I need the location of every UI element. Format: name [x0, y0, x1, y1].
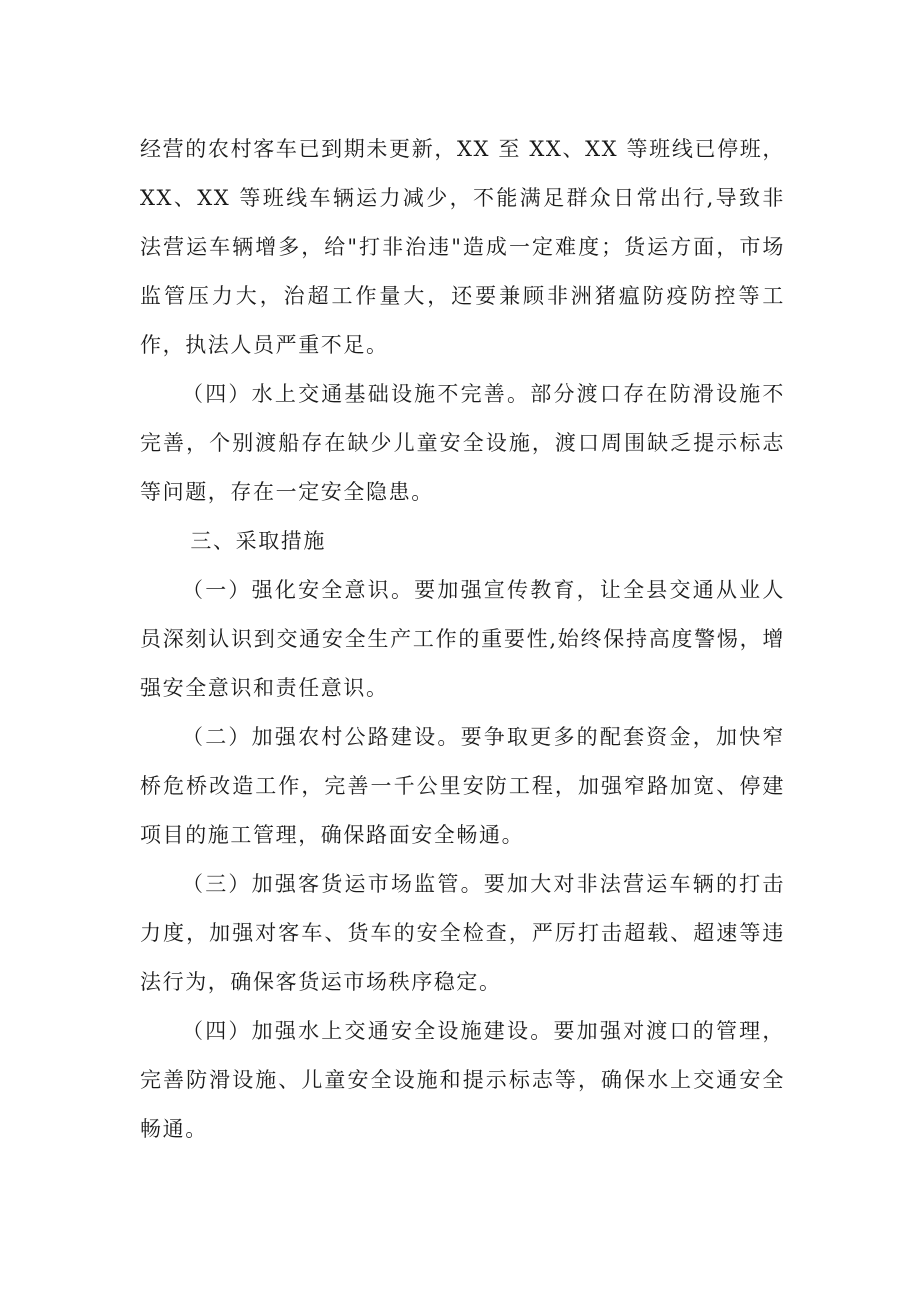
document-body: [140, 125, 785, 1154]
paragraph-measure-water-safety: （四）加强水上交通安全设施建设。要加强对渡口的管理，完善防滑设施、儿童安全设施和提示标志等，确保水上交通安全畅通。: [140, 1019, 785, 1141]
paragraph-measure-market-supervision: （三）加强客货运市场监管。要加大对非法营运车辆的打击力度，加强对客车、货车的安全检查，严厉打击超载、超速等违法行为，确保客货运市场秩序稳定。: [140, 872, 785, 994]
paragraph-continuation: 经营的农村客车已到期未更新，XX 至 XX、XX 等班线已停班，XX、XX 等班线车辆运力减少，不能满足群众日常出行,导致非法营运车辆增多，给"打非治违"造成一定难度；货运方面，市场监管压力大，治超工作量大，还要兼顾非洲猪瘟防疫防控等工作，执法人员严重不足。: [140, 137, 785, 357]
paragraph-measure-safety-awareness: （一）强化安全意识。要加强宣传教育，让全县交通从业人员深刻认识到交通安全生产工作的重要性,始终保持高度警惕，增强安全意识和责任意识。: [140, 578, 785, 700]
section-heading-measures: 三、采取措施: [190, 529, 326, 553]
paragraph-water-infrastructure-issue: （四）水上交通基础设施不完善。部分渡口存在防滑设施不完善，个别渡船存在缺少儿童安全设施，渡口周围缺乏提示标志等问题，存在一定安全隐患。: [140, 382, 785, 504]
paragraph-measure-rural-roads: （二）加强农村公路建设。要争取更多的配套资金，加快窄桥危桥改造工作，完善一千公里安防工程，加强窄路加宽、停建项目的施工管理，确保路面安全畅通。: [140, 725, 785, 847]
